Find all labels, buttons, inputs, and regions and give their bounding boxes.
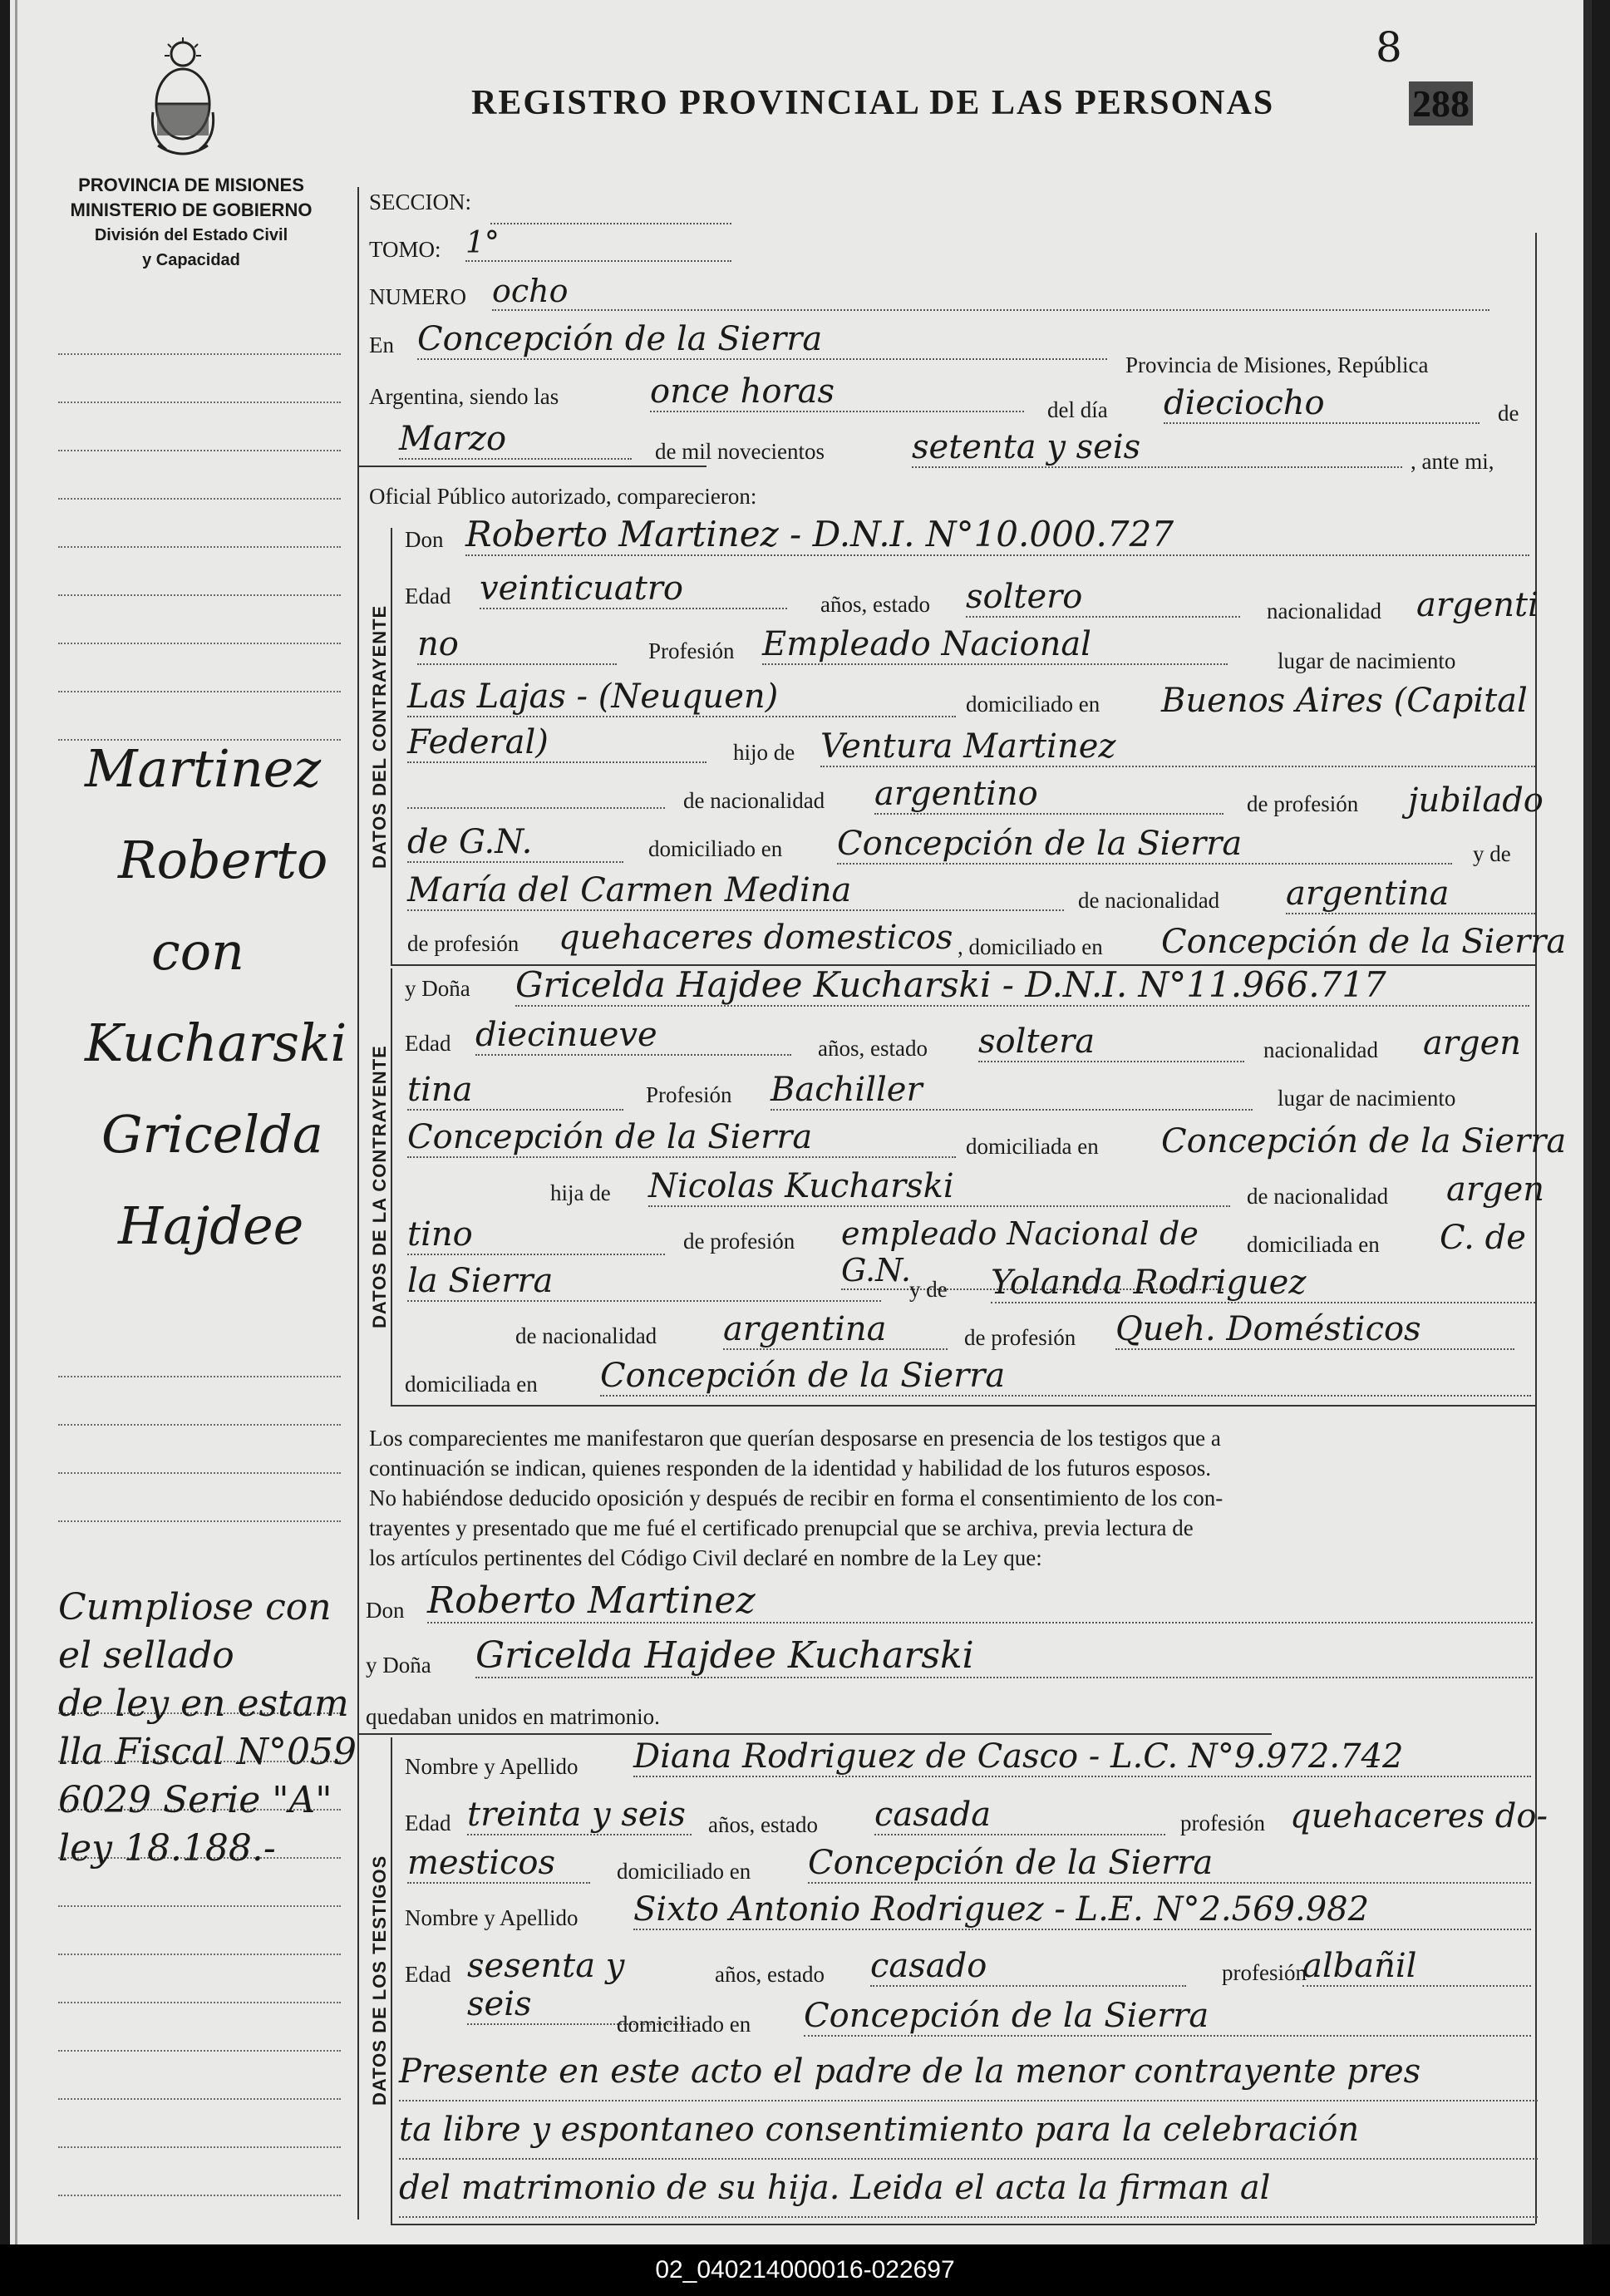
org-line-ministry: MINISTERIO DE GOBIERNO	[70, 200, 313, 220]
dona-label: y Doña	[405, 976, 470, 1001]
decl-dona-label: y Doña	[366, 1653, 431, 1678]
domiciliado-label: domiciliado en	[966, 692, 1100, 717]
scan-edge	[15, 0, 17, 2244]
coat-of-arms-icon	[150, 37, 216, 162]
stamp-note-line: ley 18.188.-	[58, 1827, 276, 1870]
domicilio-2-value: Concepción de la Sierra	[1161, 1122, 1567, 1160]
edad-label: Edad	[405, 584, 451, 608]
margin-divider	[357, 187, 359, 2220]
hijo-label: hijo de	[733, 740, 795, 765]
nota-line: del matrimonio de su hija. Leida el acta la firman al	[399, 2160, 1538, 2218]
domicilio-value: Buenos Aires (Capital	[1161, 682, 1528, 720]
seccion-label: SECCION:	[369, 190, 472, 214]
testigo-1-name: Diana Rodriguez de Casco - L.C. N°9.972.742	[633, 1737, 1531, 1777]
padre-domiciliado-label: domiciliado en	[648, 836, 783, 861]
file-id-bar: 02_040214000016-022697	[0, 2244, 1610, 2296]
hora-value: once horas	[650, 372, 1024, 412]
profesion-label: Profesión	[648, 638, 735, 663]
nota-line: ta libre y espontaneo consentimiento para la celebración	[399, 2101, 1538, 2160]
nacionalidad-value-cont: no	[417, 625, 617, 665]
padre-2-domicilio-cont: la Sierra	[407, 1262, 881, 1302]
page-number: 8	[1376, 23, 1402, 71]
nacionalidad-2-cont: tina	[407, 1071, 623, 1111]
testigo-1-edad-label: Edad	[405, 1811, 451, 1835]
padre-profesion: jubilado	[1408, 781, 1544, 820]
tomo-label: TOMO:	[369, 237, 441, 262]
padre-profesion-cont: de G.N.	[407, 823, 623, 863]
madre-2-nacionalidad: argentina	[723, 1310, 948, 1350]
y-de-label: y de	[1473, 841, 1511, 866]
margin-name-line: Hajdee	[118, 1195, 304, 1256]
estado-2-value: soltera	[978, 1022, 1244, 1062]
lugar-value: Concepción de la Sierra	[417, 320, 1107, 360]
madre-domiciliado-label: , domiciliado en	[958, 934, 1103, 959]
contrayente-1-bracket	[391, 528, 392, 964]
tomo-value: 1°	[465, 226, 731, 262]
testigo-2-domiciliado-label: domiciliado en	[617, 2012, 751, 2037]
testigo-2-domicilio: Concepción de la Sierra	[804, 1997, 1531, 2037]
provincia-text: Provincia de Misiones, República	[1125, 352, 1429, 377]
madre-name: María del Carmen Medina	[407, 871, 1064, 911]
mes-value: Marzo	[399, 420, 632, 460]
page-title: REGISTRO PROVINCIAL DE LAS PERSONAS	[471, 84, 1275, 122]
lugar-nac-label: lugar de nacimiento	[1278, 648, 1456, 673]
del-dia-label: del día	[1047, 397, 1108, 422]
edad-2-value: diecinueve	[475, 1016, 791, 1056]
declaration-line: los artículos pertinentes del Código Civil declaré en nombre de la Ley que:	[369, 1545, 1042, 1570]
margin-stamp-note	[58, 1584, 357, 1873]
blank-field	[407, 777, 665, 809]
stamp-note-line: 6029 Serie "A"	[58, 1779, 332, 1821]
madre-2-profesion: Queh. Domésticos	[1115, 1310, 1514, 1350]
stamp-note-line: de ley en estam	[58, 1683, 349, 1725]
stamp-note-line: el sellado	[58, 1634, 234, 1677]
padre-2-profesion: empleado Nacional de G.N.	[841, 1215, 1224, 1290]
madre-2-domicilio: Concepción de la Sierra	[600, 1357, 1531, 1397]
madre-nacionalidad-label: de nacionalidad	[1078, 888, 1220, 913]
estado-value: soltero	[966, 578, 1240, 618]
testigo-2-estado-label: años, estado	[715, 1962, 825, 1987]
testigos-nota	[399, 2043, 1538, 2218]
quedaban-text: quedaban unidos en matrimonio.	[366, 1704, 660, 1729]
contrayente-2-bottom-rule	[391, 1405, 1535, 1407]
de-profesion-label: de profesión	[1247, 791, 1359, 816]
margin-name-line: Gricelda	[101, 1104, 323, 1165]
org-line-division: División del Estado Civil	[94, 226, 288, 244]
testigo-1-profesion-cont: mesticos	[407, 1844, 590, 1884]
numero-value: ocho	[492, 273, 1489, 311]
nota-line: Presente en este acto el padre de la menor contrayente pres	[399, 2043, 1538, 2101]
testigo-2-edad-label: Edad	[405, 1962, 451, 1987]
testigo-2-edad: sesenta y seis	[467, 1947, 692, 2025]
lugar-nac-2-value: Concepción de la Sierra	[407, 1118, 956, 1158]
nacionalidad-label: nacionalidad	[1267, 599, 1381, 623]
contrayente-name: Roberto Martinez - D.N.I. N°10.000.727	[465, 514, 1529, 556]
madre-nacionalidad: argentina	[1286, 875, 1535, 914]
padre-2-nacionalidad: argen	[1446, 1170, 1545, 1209]
anio-label: de mil novecientos	[655, 439, 825, 464]
testigo-1-profesion: quehaceres do-	[1290, 1797, 1548, 1835]
testigo-1-domicilio: Concepción de la Sierra	[808, 1844, 1531, 1884]
margin-name-line: Kucharski	[85, 1013, 347, 1073]
testigo-1-domiciliado-label: domiciliado en	[617, 1859, 751, 1884]
margin-names	[85, 723, 351, 1272]
madre-2-name: Yolanda Rodriguez	[991, 1264, 1535, 1303]
margin-name-line: Roberto	[118, 830, 328, 890]
padre-domicilio: Concepción de la Sierra	[837, 825, 1452, 865]
testigo-2-nombre-label: Nombre y Apellido	[405, 1905, 579, 1930]
hija-label: hija de	[550, 1180, 611, 1205]
side-label-contrayente: DATOS DEL CONTRAYENTE	[369, 604, 390, 869]
org-line-capacidad: y Capacidad	[142, 251, 240, 269]
seccion-field	[490, 191, 731, 224]
madre-2-domiciliada-label: domiciliada en	[405, 1372, 538, 1397]
side-label-testigos: DATOS DE LOS TESTIGOS	[369, 1855, 390, 2106]
testigo-2-profesion-label: profesión	[1222, 1960, 1307, 1985]
lugar-nac-2-label: lugar de nacimiento	[1278, 1086, 1456, 1111]
side-label-contrayente-2: DATOS DE LA CONTRAYENTE	[369, 1045, 390, 1328]
contrayente-2-name: Gricelda Hajdee Kucharski - D.N.I. N°11.966.717	[515, 964, 1529, 1007]
numero-label: NUMERO	[369, 284, 467, 309]
testigos-bracket	[391, 1737, 392, 2224]
de-profesion-2-label: de profesión	[683, 1229, 795, 1254]
testigo-1-edad: treinta y seis	[467, 1796, 692, 1835]
nacionalidad-2-label: nacionalidad	[1263, 1037, 1378, 1062]
edad-value: veinticuatro	[480, 569, 787, 609]
profesion-value: Empleado Nacional	[762, 625, 1228, 665]
anio-value: setenta y seis	[912, 428, 1402, 468]
y-de-2-label: y de	[909, 1277, 948, 1302]
domiciliada-label: domiciliada en	[966, 1134, 1099, 1159]
madre-profesion: quehaceres domesticos	[559, 919, 953, 957]
en-label: En	[369, 333, 394, 357]
de-nacionalidad-2-label: de nacionalidad	[1247, 1184, 1389, 1209]
madre-2-profesion-label: de profesión	[964, 1325, 1076, 1350]
dia-value: dieciocho	[1164, 384, 1480, 424]
padre-name: Ventura Martinez	[820, 727, 1535, 767]
declaration-text	[369, 1423, 1529, 1573]
padre-2-domicilio: C. de	[1440, 1219, 1526, 1257]
right-frame-line	[1535, 233, 1537, 2224]
margin-name-line: con	[151, 921, 244, 982]
padre-2-nacionalidad-cont: tino	[407, 1215, 665, 1255]
margin-name-line: Martinez	[85, 738, 322, 799]
testigo-1-nombre-label: Nombre y Apellido	[405, 1754, 579, 1779]
anios-estado-label: años, estado	[820, 592, 930, 617]
scan-border	[1583, 0, 1592, 2244]
nacionalidad-value: argenti	[1416, 586, 1539, 624]
de-label: de	[1498, 401, 1519, 426]
declaration-line: Los comparecientes me manifestaron que querían desposarse en presencia de los testigos que a	[369, 1426, 1221, 1451]
org-header	[50, 173, 332, 273]
madre-profesion-label: de profesión	[407, 931, 519, 956]
stamp-note-line: Cumpliose con	[58, 1586, 332, 1628]
domicilio-value-cont: Federal)	[407, 723, 707, 763]
testigo-2-name: Sixto Antonio Rodriguez - L.E. N°2.569.982	[633, 1890, 1531, 1930]
stamp-note-line: lla Fiscal N°059	[58, 1731, 357, 1773]
oficial-text: Oficial Público autorizado, comparecieron:	[369, 484, 757, 509]
oficial-top-rule	[357, 466, 707, 467]
madre-domicilio: Concepción de la Sierra	[1161, 923, 1567, 961]
edad-2-label: Edad	[405, 1031, 451, 1056]
declaration-line: trayentes y presentado que me fué el certificado prenupcial que se archiva, previa lectura de	[369, 1515, 1194, 1540]
lugar-nac-value: Las Lajas - (Neuquen)	[407, 677, 956, 717]
argentina-text: Argentina, siendo las	[369, 384, 559, 409]
testigo-1-profesion-label: profesión	[1180, 1811, 1265, 1835]
declaration-line: continuación se indican, quienes responden de la identidad y habilidad de los futuros esposos.	[369, 1456, 1212, 1481]
register-stamp-number: 288	[1409, 81, 1473, 126]
decl-don-value: Roberto Martinez	[427, 1579, 1533, 1623]
decl-dona-value: Gricelda Hajdee Kucharski	[475, 1634, 1533, 1678]
madre-2-nacionalidad-label: de nacionalidad	[515, 1323, 657, 1348]
org-line-province: PROVINCIA DE MISIONES	[78, 175, 304, 195]
padre-2-name: Nicolas Kucharski	[648, 1167, 1230, 1207]
declaration-line: No habiéndose deducido oposición y después de recibir en forma el consentimiento de los con-	[369, 1486, 1224, 1510]
padre-nacionalidad: argentino	[874, 775, 1224, 815]
decl-don-label: Don	[366, 1598, 405, 1623]
profesion-2-label: Profesión	[646, 1082, 732, 1107]
testigo-1-estado: casada	[874, 1796, 1165, 1835]
testigo-1-estado-label: años, estado	[708, 1812, 818, 1837]
ante-mi-text: , ante mi,	[1411, 449, 1494, 474]
profesion-2-value: Bachiller	[771, 1071, 1253, 1111]
matrimonio-rule	[357, 1733, 1272, 1735]
padre-2-domiciliada-label: domiciliada en	[1247, 1232, 1380, 1257]
testigos-bottom-rule	[391, 2224, 1535, 2225]
testigo-2-estado: casado	[870, 1947, 1186, 1987]
nacionalidad-2-value: argen	[1423, 1024, 1522, 1062]
testigo-2-profesion: albañil	[1302, 1947, 1531, 1987]
de-nacionalidad-label: de nacionalidad	[683, 788, 825, 813]
document-page	[10, 0, 1589, 2244]
anios-estado-2-label: años, estado	[818, 1036, 928, 1061]
don-label: Don	[405, 527, 444, 552]
contrayente-2-bracket	[391, 968, 392, 1405]
